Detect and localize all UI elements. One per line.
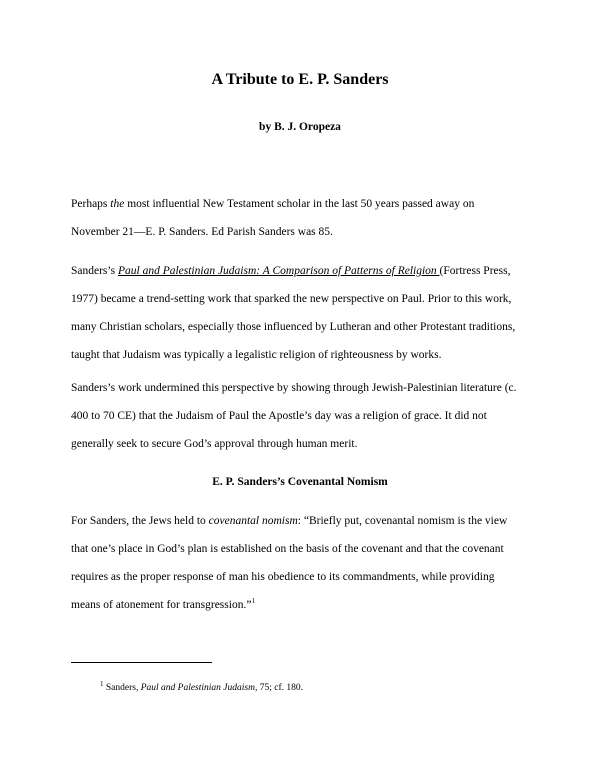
paragraph-line: many Christian scholars, especially those influenced by Lutheran and other Protestant traditions, (71, 321, 516, 333)
section-heading: E. P. Sanders’s Covenantal Nomism (212, 476, 388, 488)
emphasis-text: covenantal nomism (208, 515, 298, 527)
paragraph-1 (71, 190, 541, 246)
paragraph-2 (71, 257, 541, 369)
paragraph-line: For Sanders, the Jews held to covenantal nomism: “Briefly put, covenantal nomism is the view (71, 515, 508, 527)
paragraph-line: Perhaps the most influential New Testament scholar in the last 50 years passed away on (71, 198, 475, 210)
footnote-marker[interactable]: 1 (251, 597, 255, 606)
author-byline: by B. J. Oropeza (259, 121, 341, 133)
paragraph-line: Sanders’s work undermined this perspective by showing through Jewish-Palestinian literature (c. (71, 382, 517, 394)
paragraph-line: 1977) became a trend-setting work that sparked the new perspective on Paul. Prior to this work, (71, 293, 512, 305)
footnote-divider (71, 662, 212, 663)
paragraph-3 (71, 374, 541, 458)
footnote-number: 1 (100, 679, 104, 688)
paragraph-line: generally seek to secure God’s approval through human merit. (71, 438, 358, 450)
paragraph-line: Sanders’s Paul and Palestinian Judaism: A Comparison of Patterns of Religion (Fortress Press, (71, 265, 511, 277)
book-title-link[interactable]: Paul and Palestinian Judaism: A Comparison of Patterns of Religion (117, 265, 440, 277)
paragraph-line: taught that Judaism was typically a legalistic religion of righteousness by works. (71, 349, 442, 361)
paragraph-4 (71, 507, 541, 619)
paragraph-line: requires as the proper response of man his obedience to its commandments, while providing (71, 571, 495, 583)
emphasis-text: the (110, 198, 125, 210)
paragraph-line: November 21—E. P. Sanders. Ed Parish Sanders was 85. (71, 226, 333, 238)
footnote: $^1$ Sanders, Paul and Palestinian Judaism, 75; cf. 180. (100, 679, 303, 693)
paragraph-line: 400 to 70 CE) that the Judaism of Paul the Apostle’s day was a religion of grace. It did not (71, 410, 487, 422)
page-title: A Tribute to E. P. Sanders (211, 71, 389, 88)
paragraph-line: that one’s place in God’s plan is established on the basis of the covenant and that the covenant (71, 543, 504, 555)
paragraph-line: means of atonement for transgression.”$^1$ (71, 597, 255, 611)
footnote-book-title: Paul and Palestinian Judaism, (140, 683, 258, 693)
